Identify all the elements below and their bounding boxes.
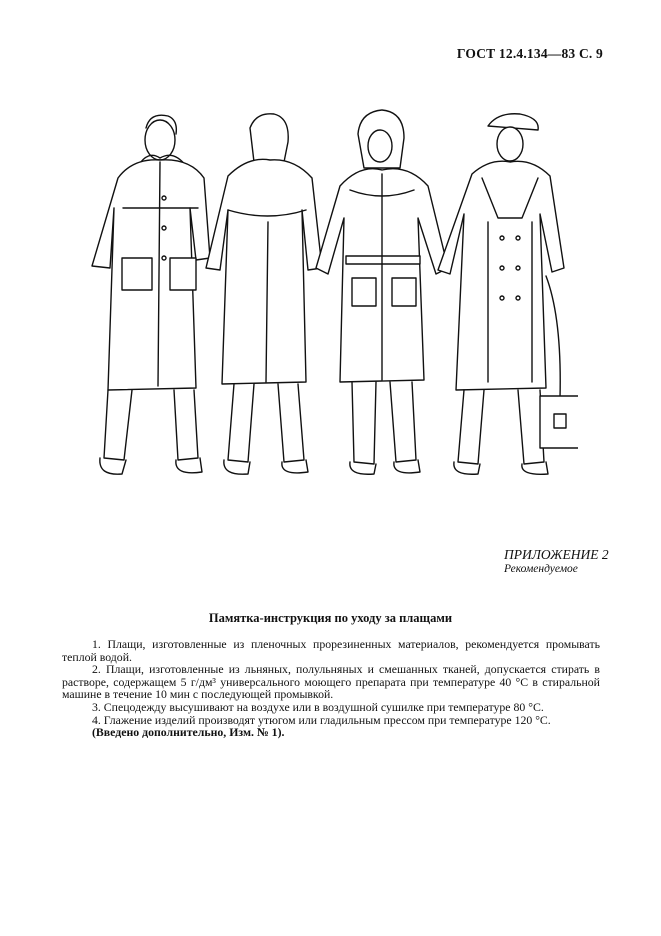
back-coat-figure: [206, 114, 322, 474]
front-coat-figure: [92, 115, 210, 474]
page-header: ГОСТ 12.4.134—83 С. 9: [456, 46, 603, 61]
instruction-text: [62, 638, 600, 739]
paragraph-1: 1. Плащи, изготовленные из пленочных прорезиненных материалов, рекомендуется промывать теплой водой.: [62, 637, 600, 664]
paragraph-4: 4. Глажение изделий производят утюгом или гладильным прессом при температуре 120 °С.: [92, 712, 551, 727]
section-title: Памятка-инструкция по уходу за плащами: [208, 611, 453, 625]
paragraph-2: 2. Плащи, изготовленные из льняных, полульняных и смешанных тканей, допускается стирать в растворе, содержащем 5 г/дм³ универсального моющего препарата при температуре 40 °С в стиральной машине в течение 10 мин с последующей промывкой.: [62, 662, 600, 702]
appendix-heading: [504, 547, 609, 577]
coat-models-illustration: [78, 98, 578, 498]
amendment-note: (Введено дополнительно, Изм. № 1).: [92, 725, 285, 740]
hooded-raincoat-figure: [316, 110, 448, 474]
paragraph-3: 3. Спецодежду высушивают на воздухе или в воздушной сушилке при температуре 80 °С.: [92, 699, 544, 714]
cap-coat-bag-figure: [438, 114, 578, 475]
appendix-title: ПРИЛОЖЕНИЕ 2: [504, 547, 609, 562]
appendix-subtitle: Рекомендуемое: [504, 563, 578, 575]
